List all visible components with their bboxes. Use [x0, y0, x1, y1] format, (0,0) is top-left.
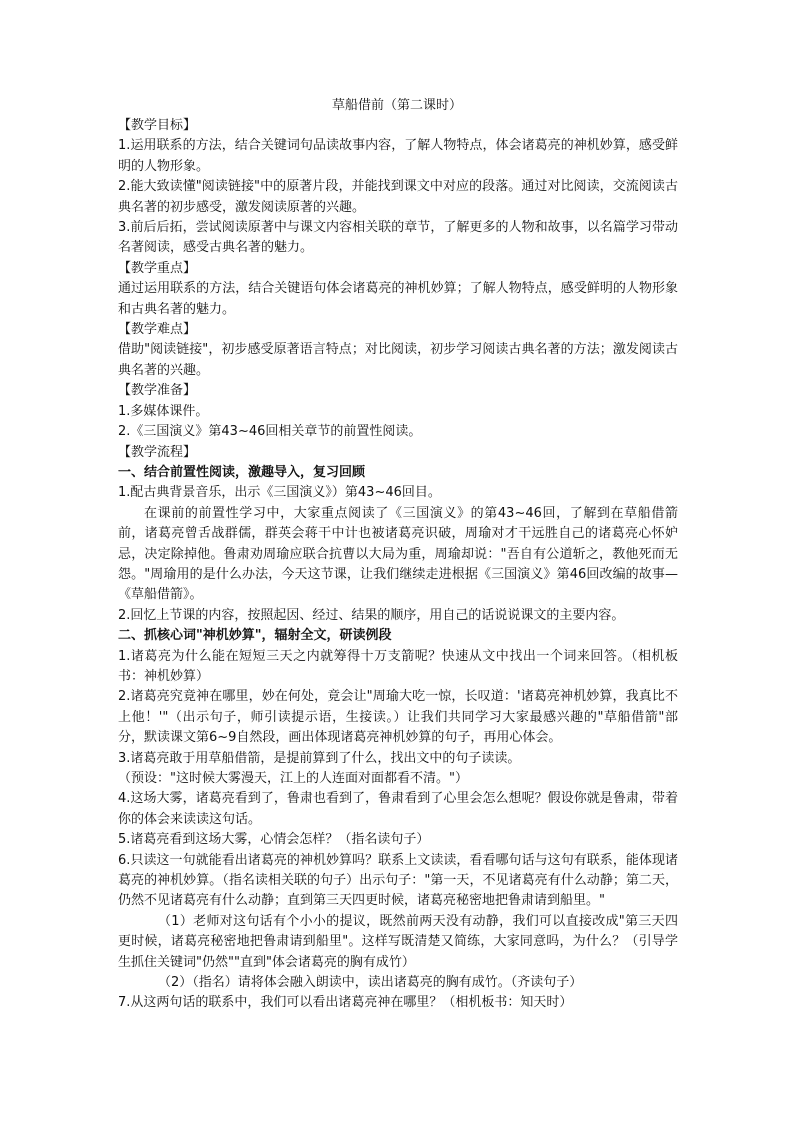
section-heading-objectives: 【教学目标】	[118, 118, 197, 133]
key-points-text: 通过运用联系的方法，结合关键语句体会诸葛亮的神机妙算；了解人物特点，感受鲜明的人物形象和古典名著的魅力。	[118, 281, 678, 317]
process-2-6-sub-1: （1）老师对这句话有个小小的提议，既然前两天没有动静，我们可以直接改成"第三天四更时候，诸葛亮秘密地把鲁肃请到船里"。这样写既清楚又简练，大家同意吗，为什么？（引导学生抓住关键词"仍然""直到"体会诸葛亮的胸有成竹）	[118, 913, 678, 970]
objective-3: 3.前后后拓，尝试阅读原著中与课文内容相关联的章节，了解更多的人物和故事，以名篇学习带动名著阅读，感受古典名著的魅力。	[118, 220, 678, 256]
process-2-6: 6.只读这一句就能看出诸葛亮的神机妙算吗？联系上文读读，看看哪句话与这句有联系，能体现诸葛亮的神机妙算。（指名读相关联的句子）出示句子："第一天，不见诸葛亮有什么动静；第二天，仍然不见诸葛亮有什么动静；直到第三天四更时候，诸葛亮秘密地把鲁肃请到船里。"	[118, 852, 678, 909]
document-body	[118, 116, 678, 1014]
process-part-2-heading: 二、抓核心词"神机妙算"，辐射全文，研读例段	[118, 628, 392, 644]
process-part-1-heading: 一、结合前置性阅读，激趣导入，复习回顾	[118, 464, 366, 480]
process-2-1: 1.诸葛亮为什么能在短短三天之内就筹得十万支箭呢？快速从文中找出一个词来回答。（相机板书：神机妙算）	[118, 648, 678, 684]
process-1-1: 1.配古典背景音乐，出示《三国演义》）第43~46回目。	[118, 485, 441, 501]
process-2-7: 7.从这两句话的联系中，我们可以看出诸葛亮神在哪里？（相机板书：知天时）	[118, 995, 573, 1011]
objective-2: 2.能大致读懂"阅读链接"中的原著片段，并能找到课文中对应的段落。通过对比阅读，交流阅读古典名著的初步感受，激发阅读原著的兴趣。	[118, 179, 678, 215]
process-2-3: 3.诸葛亮敢于用草船借箭，是提前算到了什么，找出文中的句子读读。	[118, 750, 521, 766]
process-2-6-sub-2: （2）（指名）请将体会融入朗读中，读出诸葛亮的胸有成竹。（齐读句子）	[158, 975, 583, 991]
process-1-narrative: 在课前的前置性学习中，大家重点阅读了《三国演义》的第43~46回，了解到在草船借箭前，诸葛亮曾舌战群儒，群英会蒋干中计也被诸葛亮识破，周瑜对才干远胜自己的诸葛亮心怀妒忌，决定除掉他。鲁肃劝周瑜应联合抗曹以大局为重，周瑜却说："吾自有公道斩之，教他死而无怨。"周瑜用的是什么办法，今天这节课，让我们继续走进根据《三国演义》第46回改编的故事—《草船借箭》。	[118, 505, 678, 603]
section-heading-process: 【教学流程】	[118, 444, 197, 460]
process-1-2: 2.回忆上节课的内容，按照起因、经过、结果的顺序，用自己的话说说课文的主要内容。	[118, 607, 625, 623]
preparation-2: 2.《三国演义》第43~46回相关章节的前置性阅读。	[118, 424, 422, 440]
section-heading-key-points: 【教学重点】	[118, 260, 197, 276]
document-title: 草船借前（第二课时）	[331, 98, 462, 113]
process-2-4: 4.这场大雾，诸葛亮看到了，鲁肃也看到了，鲁肃看到了心里会怎么想呢？假设你就是鲁肃，带着你的体会来读读这句话。	[118, 791, 678, 827]
process-2-5: 5.诸葛亮看到这场大雾，心情会怎样？（指名读句子）	[118, 832, 430, 848]
process-2-2: 2.诸葛亮究竟神在哪里，妙在何处，竟会让"周瑜大吃一惊，长叹道：'诸葛亮神机妙算，我真比不上他！'"（出示句子，师引读提示语，生接读。）让我们共同学习大家最感兴趣的"草船借箭"部分，默读课文第6~9自然段，画出体现诸葛亮神机妙算的句子，再用心体会。	[118, 689, 678, 746]
process-2-3-preset: （预设："这时候大雾漫天，江上的人连面对面都看不清。"）	[118, 771, 468, 786]
section-heading-difficulties: 【教学难点】	[118, 322, 197, 338]
difficulties-text: 借助"阅读链接"，初步感受原著语言特点；对比阅读，初步学习阅读古典名著的方法；激发阅读古典名著的兴趣。	[118, 342, 678, 378]
objective-1: 1.运用联系的方法，结合关键词句品读故事内容，了解人物特点，体会诸葛亮的神机妙算，感受鲜明的人物形象。	[118, 138, 678, 174]
preparation-1: 1.多媒体课件。	[118, 403, 209, 419]
section-heading-preparation: 【教学准备】	[118, 383, 197, 399]
